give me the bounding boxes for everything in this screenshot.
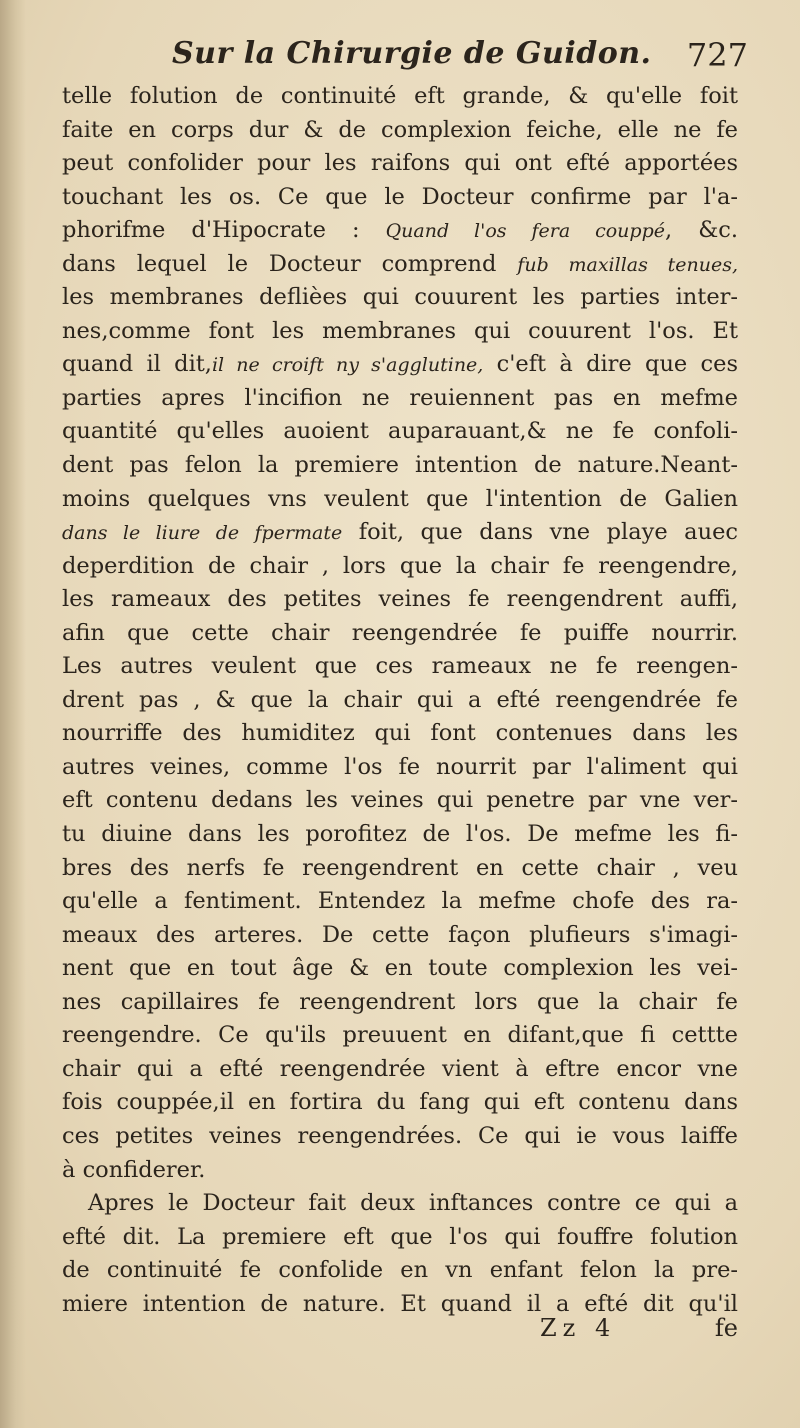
line-text-after: foit, que dans vne playe auec [342, 519, 738, 546]
line-text: efté dit. La premiere eft que l'os qui fouffre folution [62, 1223, 738, 1250]
line-text: phorifme d'Hipocrate : [62, 217, 386, 244]
text-line [62, 1254, 738, 1288]
text-line [62, 382, 738, 416]
text-line [62, 751, 738, 785]
line-text: deperdition de chair , lors que la chair fe reengendre, [62, 552, 738, 579]
text-line [62, 717, 738, 751]
line-text: miere intention de nature. Et quand il a efté dit qu'il [62, 1290, 738, 1317]
line-text: dent pas felon la premiere intention de nature.Neant- [62, 452, 738, 479]
running-title: Sur la Chirurgie de Guidon. [172, 36, 652, 71]
text-line [62, 449, 738, 483]
line-text: quantité qu'elles auoient auparauant,& ne fe confoli- [62, 418, 738, 445]
italic-quote: Quand l'os fera couppé [385, 220, 665, 243]
text-line [62, 483, 738, 517]
text-line [62, 550, 738, 584]
text-line [62, 1086, 738, 1120]
italic-quote: dans le liure de fpermate [62, 522, 343, 545]
line-text: nes capillaires fe reengendrent lors que la chair fe [62, 988, 738, 1015]
text-line [62, 1120, 738, 1154]
text-line [62, 214, 738, 248]
page-header [60, 36, 760, 80]
italic-quote: fub maxillas tenues, [517, 253, 739, 276]
text-line [62, 986, 738, 1020]
page-footer [62, 1314, 738, 1350]
line-text: meaux des arteres. De cette façon plufieurs s'imagi- [62, 921, 738, 948]
line-text: reengendre. Ce qu'ils preuuent en difant,que fi cettte [62, 1022, 738, 1049]
text-line [62, 415, 738, 449]
text-line [62, 1187, 738, 1221]
line-text: fois couppée,il en fortira du fang qui eft contenu dans [62, 1089, 738, 1116]
text-line [62, 885, 738, 919]
italic-quote: il ne croift ny s'agglutine, [211, 354, 484, 377]
line-text: autres veines, comme l'os fe nourrit par l'aliment qui [62, 753, 738, 780]
text-line [62, 181, 738, 215]
line-text: drent pas , & que la chair qui a efté reengendrée fe [62, 686, 738, 713]
text-line [62, 818, 738, 852]
text-line [62, 1019, 738, 1053]
signature-mark: Zz 4 [540, 1314, 617, 1342]
text-line [62, 1221, 738, 1255]
text-line [62, 784, 738, 818]
line-text: parties apres l'incifion ne reuiennent pas en mefme [62, 384, 738, 411]
line-text: touchant les os. Ce que le Docteur confirme par l'a- [62, 183, 738, 210]
line-text: les rameaux des petites veines fe reengendrent auffi, [62, 586, 738, 613]
line-text: Les autres veulent que ces rameaux ne fe reengen- [62, 653, 738, 680]
line-text: faite en corps dur & de complexion feiche, elle ne fe [62, 116, 738, 143]
text-line [62, 114, 738, 148]
line-text: bres des nerfs fe reengendrent en cette chair , veu [62, 854, 738, 881]
text-line [62, 684, 738, 718]
line-text: telle folution de continuité eft grande, & qu'elle foit [62, 83, 738, 109]
line-text: moins quelques vns veulent que l'intention de Galien [62, 485, 738, 512]
text-line [62, 852, 738, 886]
line-text: ces petites veines reengendrées. Ce qui ie vous laiffe [62, 1122, 738, 1149]
text-line [62, 147, 738, 181]
line-text: nourriffe des humiditez qui font contenues dans les [62, 720, 738, 747]
text-line [62, 281, 738, 315]
text-line [62, 80, 738, 114]
page-gutter-shadow [0, 0, 26, 1428]
text-line [62, 516, 738, 550]
text-line [62, 248, 738, 282]
line-text: qu'elle a fentiment. Entendez la mefme chofe des ra- [62, 888, 738, 915]
line-text: les membranes deflièes qui couurent les parties inter- [62, 284, 738, 311]
line-text-after: , &c. [665, 217, 738, 244]
line-text: tu diuine dans les porofitez de l'os. De mefme les fi- [62, 821, 738, 848]
text-line [62, 952, 738, 986]
line-text: dans lequel le Docteur comprend [62, 250, 518, 277]
catchword: fe [714, 1314, 738, 1342]
line-text: afin que cette chair reengendrée fe puiffe nourrir. [62, 619, 738, 646]
text-line [62, 315, 738, 349]
line-text: nent que en tout âge & en toute complexion les vei- [62, 955, 738, 982]
text-line [62, 348, 738, 382]
line-text-after: c'eft à dire que ces [483, 351, 738, 378]
text-line [62, 1053, 738, 1087]
line-text: quand il dit, [62, 351, 212, 378]
line-text: chair qui a efté reengendrée vient à eftre encor vne [62, 1055, 738, 1082]
line-text: nes,comme font les membranes qui couurent l'os. Et [62, 317, 738, 344]
text-body [62, 80, 738, 1321]
text-line [62, 583, 738, 617]
text-line [62, 617, 738, 651]
line-text: à confiderer. [62, 1156, 206, 1183]
line-text: eft contenu dedans les veines qui penetre par vne ver- [62, 787, 738, 814]
text-line [62, 919, 738, 953]
line-text: peut confolider pour les raifons qui ont efté apportées [62, 150, 738, 177]
line-text: de continuité fe confolide en vn enfant felon la pre- [62, 1257, 738, 1284]
text-line [62, 1154, 738, 1188]
line-text: Apres le Docteur fait deux inftances contre ce qui a [88, 1190, 738, 1217]
text-line [62, 650, 738, 684]
page-number: 727 [686, 36, 748, 74]
